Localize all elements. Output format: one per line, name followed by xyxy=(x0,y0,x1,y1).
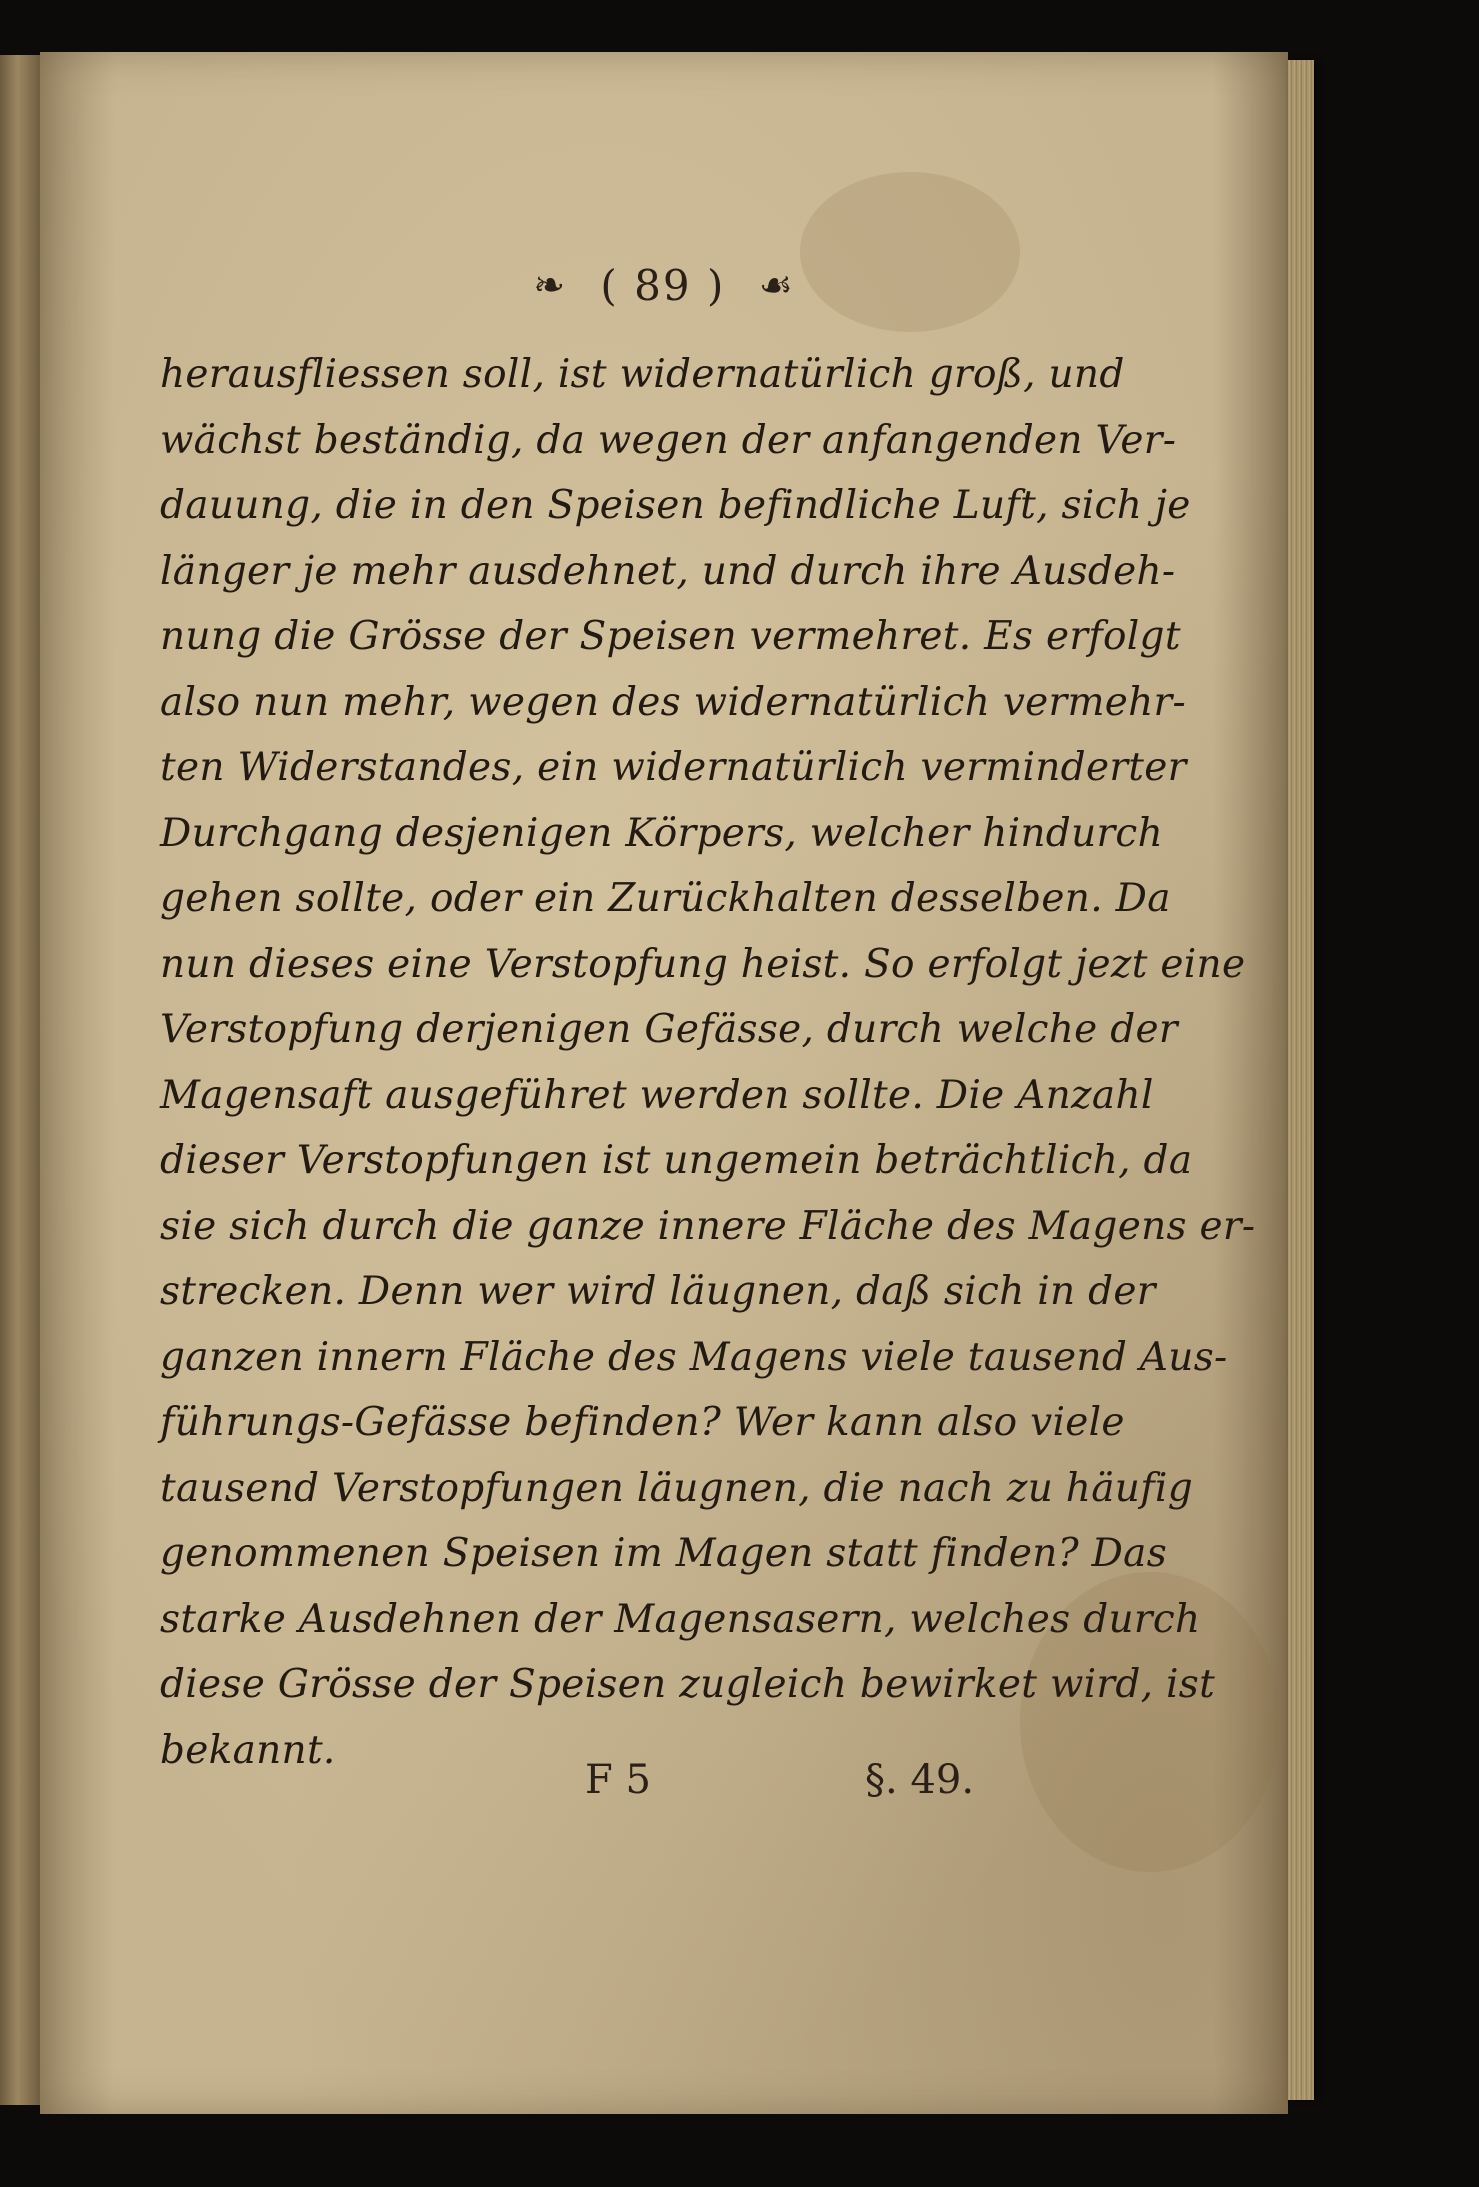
text-line: wächst beständig, da wegen der anfangenden Ver- xyxy=(160,417,1177,463)
text-line: führungs-Gefässe befinden? Wer kann also viele xyxy=(160,1400,1125,1445)
book-spine xyxy=(0,55,40,2105)
text-line: nung die Grösse der Speisen vermehret. Es erfolgt xyxy=(160,614,1181,659)
text-line: also nun mehr, wegen des widernatürlich vermehr- xyxy=(160,679,1186,725)
text-line: ten Widerstandes, ein widernatürlich verminderter xyxy=(160,745,1187,790)
text-line: dauung, die in den Speisen befindliche Luft, sich je xyxy=(160,483,1191,528)
text-line: Magensaft ausgeführet werden sollte. Die Anzahl xyxy=(160,1072,1154,1118)
text-line: herausfliessen soll, ist widernatürlich groß, und xyxy=(160,352,1125,397)
text-line: starke Ausdehnen der Magensasern, welches durch xyxy=(160,1596,1201,1642)
text-line: gehen sollte, oder ein Zurückhalten desselben. Da xyxy=(160,876,1171,921)
body-text xyxy=(160,342,1256,1783)
text-line: nun dieses eine Verstopfung heist. So erfolgt jezt eine xyxy=(160,941,1246,987)
header-ornament-right-icon: ☙ xyxy=(758,263,795,307)
text-line: tausend Verstopfungen läugnen, die nach zu häufig xyxy=(160,1465,1193,1511)
catchword: §. 49. xyxy=(865,1757,975,1803)
text-line: Durchgang desjenigen Körpers, welcher hindurch xyxy=(160,810,1163,856)
text-line: strecken. Denn wer wird läugnen, daß sich in der xyxy=(160,1269,1156,1314)
text-line: diese Grösse der Speisen zugleich bewirket wird, ist xyxy=(160,1662,1216,1707)
book-page xyxy=(40,52,1288,2114)
text-line: länger je mehr ausdehnet, und durch ihre Ausdeh- xyxy=(160,548,1176,594)
text-line: genommenen Speisen im Magen statt finden? Das xyxy=(160,1531,1168,1576)
page-number: ( 89 ) xyxy=(600,260,726,310)
signature-mark: F 5 xyxy=(585,1757,651,1803)
text-line: ganzen innern Fläche des Magens viele tausend Aus- xyxy=(160,1334,1228,1380)
text-line: bekannt. xyxy=(160,1727,336,1773)
page-edges xyxy=(1288,60,1314,2100)
page-header xyxy=(40,257,1288,310)
text-line: dieser Verstopfungen ist ungemein beträchtlich, da xyxy=(160,1138,1193,1183)
header-ornament-left-icon: ❧ xyxy=(533,263,568,307)
text-line: sie sich durch die ganze innere Fläche des Magens er- xyxy=(160,1203,1256,1249)
text-line: Verstopfung derjenigen Gefässe, durch welche der xyxy=(160,1007,1178,1052)
